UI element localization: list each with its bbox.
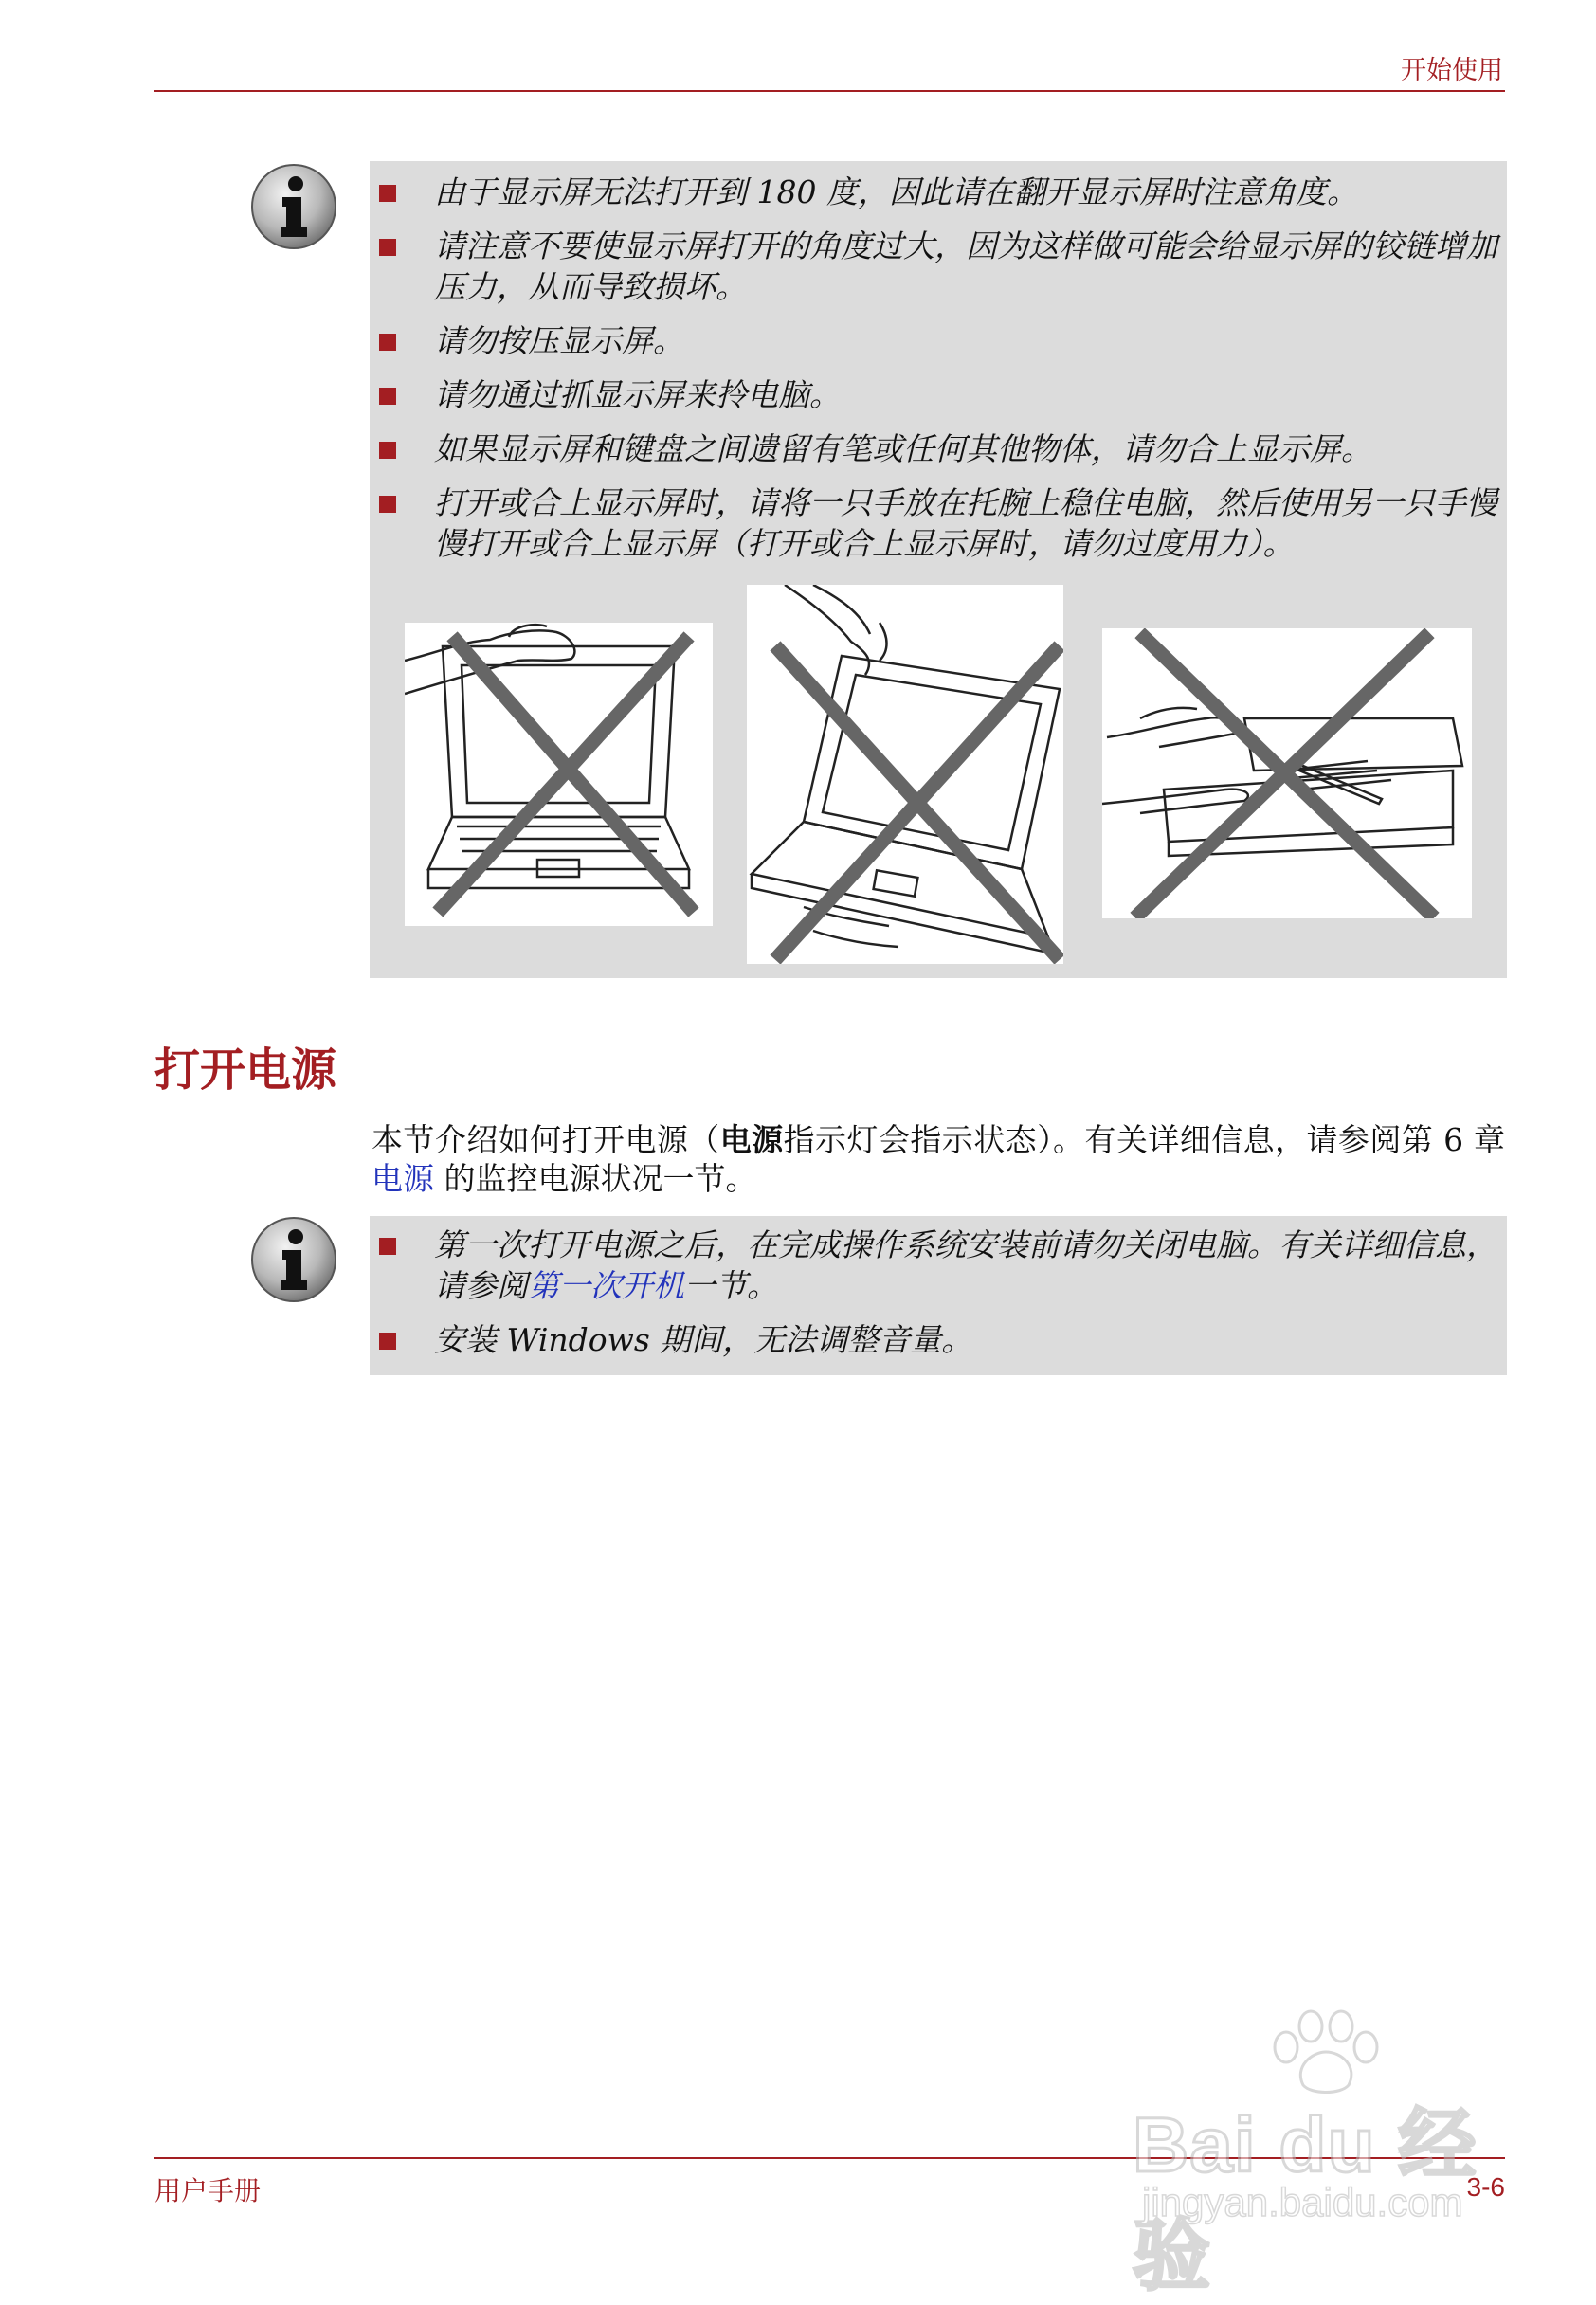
bullet-icon [379, 239, 396, 256]
figure-object-between [1102, 628, 1472, 918]
bullet-icon [379, 442, 396, 459]
figure-press-display [405, 623, 713, 926]
section-heading: 打开电源 [154, 1044, 337, 1097]
baidu-watermark [1133, 2009, 1512, 2299]
laptop-grab-illustration [747, 585, 1063, 964]
list-item: 请勿按压显示屏。 [379, 320, 1497, 361]
info-icon [248, 161, 339, 252]
list-item: 请注意不要使显示屏打开的角度过大，因为这样做可能会给显示屏的铰链增加压力，从而导致损坏。 [379, 226, 1497, 307]
footer-title: 用户手册 [154, 2175, 262, 2206]
bullet-icon [379, 1238, 396, 1255]
laptop-pen-illustration [1102, 628, 1472, 918]
first-boot-link[interactable]: 第一次开机 [528, 1267, 684, 1304]
bullet-icon [379, 496, 396, 513]
laptop-press-illustration [405, 623, 713, 926]
power-indicator-label: 电源 [719, 1121, 784, 1158]
bullet-icon [379, 1333, 396, 1350]
list-item: 如果显示屏和键盘之间遗留有笔或任何其他物体，请勿合上显示屏。 [379, 428, 1497, 469]
list-item: 安装 Windows 期间，无法调整音量。 [379, 1319, 1497, 1360]
bullet-icon [379, 185, 396, 202]
watermark-brand: Bai du 经验 [1133, 2102, 1478, 2299]
note-list-1 [379, 172, 1497, 577]
figure-grab-display [747, 585, 1063, 964]
info-icon [248, 1214, 339, 1305]
power-chapter-link[interactable]: 电源 [372, 1160, 434, 1197]
list-item: 第一次打开电源之后，在完成操作系统安装前请勿关闭电脑。有关详细信息，请参阅第一次开机一节。 [379, 1225, 1497, 1306]
bullet-icon [379, 388, 396, 405]
paw-icon [1265, 2009, 1388, 2095]
bullet-icon [379, 334, 396, 351]
note-list-2 [379, 1225, 1497, 1373]
header-rule [154, 90, 1505, 92]
running-header: 开始使用 [1401, 56, 1503, 85]
list-item: 打开或合上显示屏时，请将一只手放在托腕上稳住电脑，然后使用另一只手慢慢打开或合上显示屏（打开或合上显示屏时，请勿过度用力）。 [379, 482, 1497, 564]
list-item: 由于显示屏无法打开到 180 度，因此请在翻开显示屏时注意角度。 [379, 172, 1497, 212]
list-item: 请勿通过抓显示屏来拎电脑。 [379, 374, 1497, 415]
watermark-url: jingyan.baidu.com [1142, 2180, 1463, 2224]
section-paragraph: 本节介绍如何打开电源（电源指示灯会指示状态）。有关详细信息，请参阅第 6 章电源 的监控电源状况一节。 [372, 1121, 1506, 1197]
page-number: 3-6 [1466, 2172, 1505, 2202]
